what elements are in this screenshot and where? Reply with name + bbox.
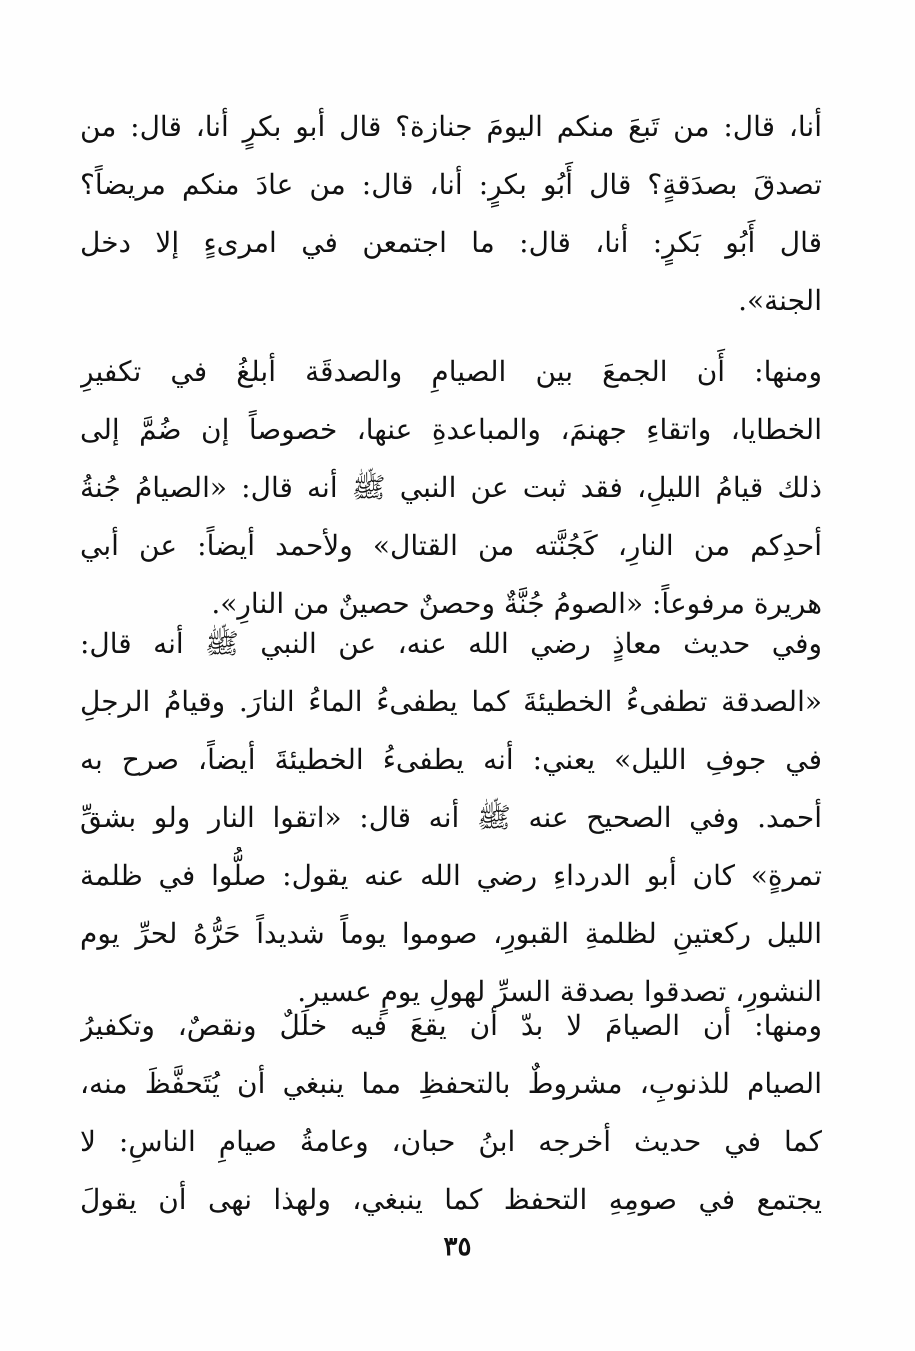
- text-line: ومنها: أَن الجمعَ بين الصيامِ والصدقَة أبلغُ في تكفيرِ: [80, 355, 822, 388]
- text-line: في جوفِ الليل» يعني: أنه يطفىءُ الخطيئةَ أيضاً، صرح به: [80, 743, 822, 776]
- paragraph-4: [80, 997, 822, 1229]
- paragraph-3: [80, 615, 822, 1021]
- text-line: النشورِ، تصدقوا بصدقة السرِّ لهولِ يومٍ عسير.: [297, 975, 822, 1008]
- text-line: أنا، قال: من تَبعَ منكم اليومَ جنازة؟ قال أبو بكرٍ أنا، قال: من: [80, 110, 822, 143]
- text-line: هريرة مرفوعاً: «الصومُ جُنَّةٌ وحصنٌ حصينٌ من النارِ».: [211, 587, 822, 620]
- text-line: الصيام للذنوبِ، مشروطٌ بالتحفظِ مما ينبغي أن يُتَحفَّظَ منه،: [80, 1067, 822, 1100]
- text-line: يجتمع في صومِهِ التحفظ كما ينبغي، ولهذا نهى أن يقولَ: [80, 1183, 822, 1216]
- text-line: أحدِكم من النارِ، كَجُنَّته من القتال» ولأحمد أيضاً: عن أبي: [80, 529, 822, 562]
- text-line: ذلك قيامُ الليلِ، فقد ثبت عن النبي ﷺ أنه قال: «الصيامُ جُنةُ: [80, 471, 822, 504]
- paragraph-1: [80, 98, 822, 330]
- text-line: أحمد. وفي الصحيح عنه ﷺ أنه قال: «اتقوا النار ولو بشقِّ: [80, 801, 822, 834]
- text-line: كما في حديث أخرجه ابنُ حبان، وعامةُ صيامِ الناسِ: لا: [80, 1125, 822, 1158]
- page-number: ٣٥: [443, 1232, 472, 1262]
- text-line: الليل ركعتينِ لظلمةِ القبورِ، صوموا يوماً شديداً حَرُّهُ لحرِّ يوم: [80, 917, 822, 950]
- paragraph-2: [80, 343, 822, 633]
- text-line: وفي حديث معاذٍ رضي الله عنه، عن النبي ﷺ أنه قال:: [80, 627, 822, 660]
- text-line: تصدقَ بصدَقةٍ؟ قال أَبُو بكرٍ: أنا، قال: من عادَ منكم مريضاً؟: [80, 168, 822, 201]
- text-line: ومنها: أن الصيامَ لا بدّ أن يقعَ فيه خلَلٌ ونقصٌ، وتكفيرُ: [80, 1009, 822, 1042]
- text-line: «الصدقة تطفىءُ الخطيئةَ كما يطفىءُ الماءُ النارَ. وقيامُ الرجلِ: [80, 685, 822, 718]
- text-line: قال أَبُو بَكرٍ: أنا، قال: ما اجتمعن في امرىءٍ إلا دخل: [80, 226, 822, 259]
- text-line: تمرةٍ» كان أبو الدرداءِ رضي الله عنه يقول: صلُّوا في ظلمة: [80, 859, 822, 892]
- text-line: الجنة».: [738, 284, 822, 317]
- text-line: الخطايا، واتقاءِ جهنمَ، والمباعدةِ عنها، خصوصاً إن ضُمَّ إلى: [80, 413, 822, 446]
